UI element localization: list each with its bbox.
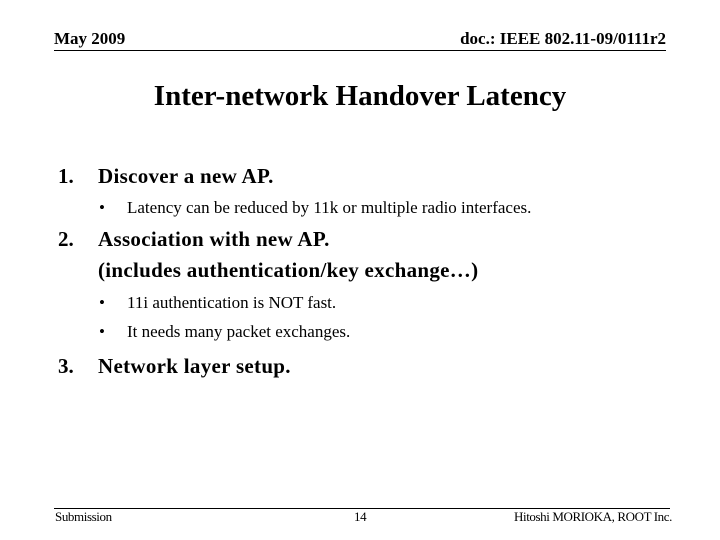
slide-title: Inter-network Handover Latency <box>153 80 567 112</box>
footer-page-number: 14 <box>354 509 367 524</box>
header-divider <box>54 50 666 51</box>
footer-submission: Submission <box>55 509 112 524</box>
item-text: Network layer setup. <box>98 354 291 378</box>
bullet-dot: • <box>99 198 105 217</box>
header-doc-id: doc.: IEEE 802.11-09/0111r2 <box>460 29 666 48</box>
item-text-continuation: (includes authentication/key exchange…) <box>98 258 479 282</box>
bullet-dot: • <box>99 293 105 312</box>
bullet-text: Latency can be reduced by 11k or multiple radio interfaces. <box>127 198 532 217</box>
item-text: Association with new AP. <box>98 227 330 251</box>
header-date: May 2009 <box>54 29 126 48</box>
bullet-text: It needs many packet exchanges. <box>127 322 351 341</box>
bullet-text: 11i authentication is NOT fast. <box>127 293 337 312</box>
bullet-dot: • <box>99 322 105 341</box>
footer-author: Hitoshi MORIOKA, ROOT Inc. <box>514 509 672 524</box>
item-number: 3. <box>58 354 74 378</box>
item-number: 1. <box>58 164 74 188</box>
item-text: Discover a new AP. <box>98 164 274 188</box>
item-number: 2. <box>58 227 74 251</box>
